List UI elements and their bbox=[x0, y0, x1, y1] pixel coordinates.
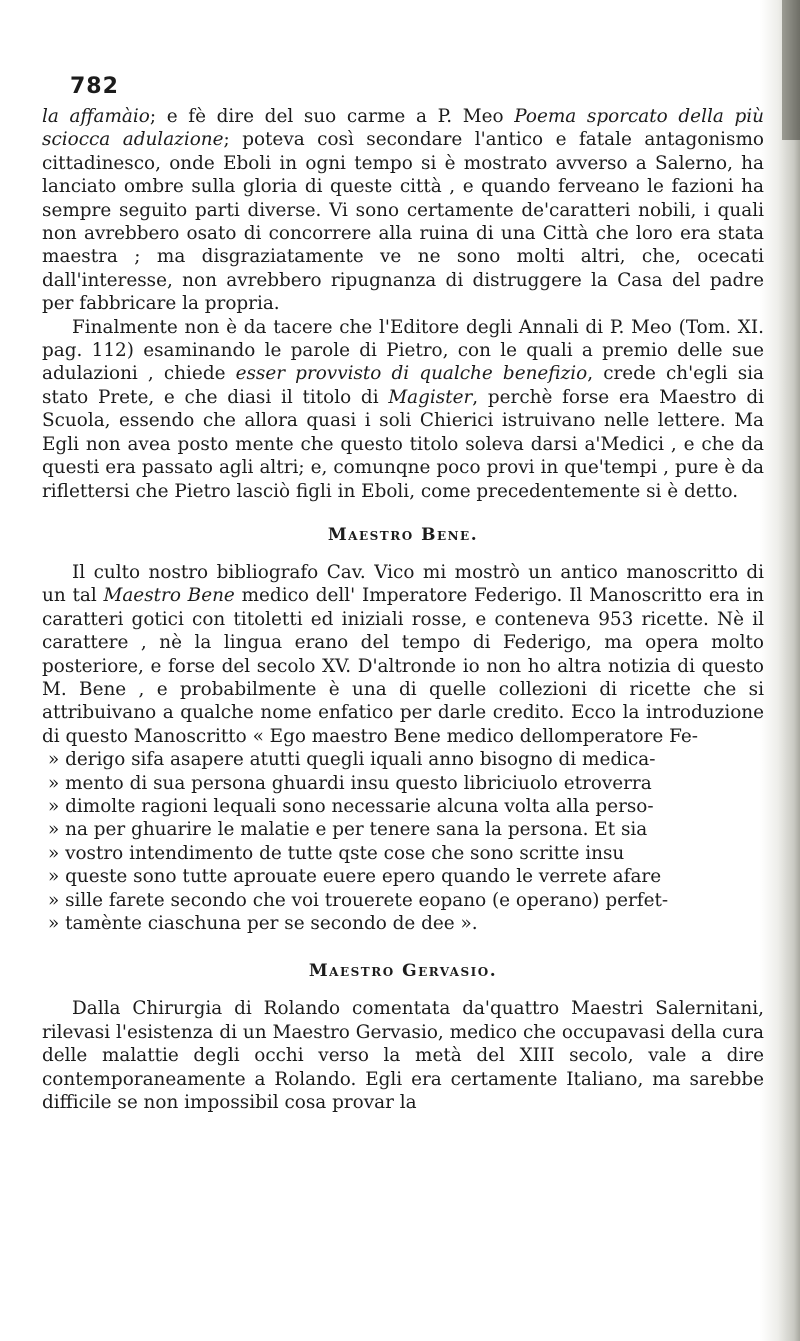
page-corner-shadow bbox=[782, 0, 800, 140]
quote-line: » dimolte ragioni lequali sono necessarie alcuna volta alla perso- bbox=[48, 795, 654, 817]
italic-poem-title: Poema sporcato della più sciocca adulazione bbox=[42, 106, 764, 151]
paragraph-text: medico dell' Imperatore Federigo. Il Manoscritto era in caratteri gotici con titoletti ed iniziali rosse, e conteneva 953 ricette. Nè il carattere , nè la lingua erano del tempo di Federigo, ma opera molto posteriore, e forse del secolo XV. D'altronde io non ho altra notizia di questo M. Bene , e probabilmente è una di quelle collezioni di ricette che si attribuivano a qualche nome enfatico per darle credito. Ecco la introduzione di questo Manoscritto « Ego maestro Bene medico dellomperatore Fe- bbox=[42, 585, 765, 747]
paragraph-maestro-bene bbox=[42, 561, 764, 748]
quote-line: » derigo sifa asapere atutti quegli iquali anno bisogno di medica- bbox=[48, 749, 656, 771]
quote-line: » vostro intendimento de tutte qste cose che sono scritte insu bbox=[48, 842, 625, 864]
paragraph-text: ; e fè dire del suo carme a P. Meo bbox=[149, 106, 515, 127]
paragraph-text: , crede ch'egli sia stato Prete, e che diasi il titolo di bbox=[42, 363, 764, 408]
quote-line: » sille farete secondo che voi trouerete eopano (e operano) perfet- bbox=[48, 889, 669, 911]
quote-line: » na per ghuarire le malatie e per tenere sana la persona. Et sia bbox=[48, 819, 648, 841]
page-number: 782 bbox=[70, 74, 119, 99]
quote-line: » mento di sua persona ghuardi insu questo libriciuolo etroverra bbox=[48, 772, 652, 794]
paragraph-continuation bbox=[42, 105, 764, 316]
section-heading-maestro-gervasio: Maestro Gervasio. bbox=[308, 961, 498, 982]
italic-word: Magister bbox=[388, 386, 473, 408]
paragraph-editor-note bbox=[42, 316, 764, 503]
quote-line: » queste sono tutte aprouate euere epero quando le verrete afare bbox=[48, 866, 662, 888]
italic-phrase: esser provvisto di qualche benefizio bbox=[235, 363, 588, 385]
italic-lead: la affamàio bbox=[42, 106, 150, 127]
paragraph-text: Il culto nostro bibliografo Cav. Vico mi mostrò un antico manoscritto di un tal bbox=[42, 561, 764, 607]
page-edge-shadow bbox=[760, 0, 800, 1341]
paragraph-maestro-gervasio: Dalla Chirurgia di Rolando comentata da'quattro Maestri Salernitani, rilevasi l'esistenza di un Maestro Gervasio, medico che occupavasi della cura delle malattie degli occhi verso la metà del XIII secolo, vale a dire contemporaneamente a Rolando. Egli era certamente Italiano, ma sarebbe difficile se non impossibil cosa provar la bbox=[42, 998, 764, 1114]
quote-line: » tamènte ciaschuna per se secondo de dee ». bbox=[48, 913, 478, 934]
paragraph-text: ; poteva così secondare l'antico e fatale antagonismo cittadinesco, onde Eboli in ogni tempo si è mostrato avverso a Salerno, ha lanciato ombre sulla gloria di queste città , e quando ferveano le fazioni ha sempre seguito parti diverse. Vi sono certamente de'caratteri nobili, i quali non avrebbero osato di concorrere alla ruina di una Città che loro era stata maestra ; ma disgraziatamente ve ne sono molti altri, che, ocecati dall'interesse, non avrebbero ripugnanza di distruggere la Casa del padre per fabbricare la propria. bbox=[42, 129, 764, 315]
italic-name: Maestro Bene bbox=[103, 585, 235, 607]
book-page bbox=[42, 74, 764, 1114]
paragraph-text: , perchè forse era Maestro di Scuola, essendo che allora quasi i soli Chierici istruivano nelle lettere. Ma Egli non avea posto mente che questo titolo soleva darsi a'Medici , e che da questi era passato agli altri; e, comunqne poco provi in que'tempi , pure è da riflettersi che Pietro lasciò figli in Eboli, come precedentemente si è detto. bbox=[42, 386, 764, 502]
paragraph-text: Finalmente non è da tacere che l'Editore degli Annali di P. Meo (Tom. XI. pag. 112) esaminando le parole di Pietro, con le quali a premio delle sue adulazioni , chiede bbox=[42, 316, 764, 385]
section-heading-maestro-bene: Maestro Bene. bbox=[327, 524, 479, 545]
